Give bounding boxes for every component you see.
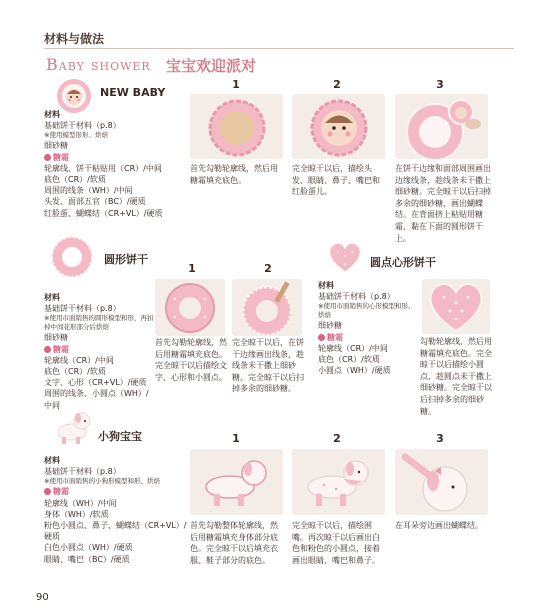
page-title-en: Baby shower <box>46 55 151 74</box>
project-name-heart-cookie: 圆点心形饼干 <box>370 256 436 269</box>
material-line: 小圆点（WH）/硬质 <box>318 366 391 376</box>
material-line: 底色（CR）/软质 <box>44 367 106 377</box>
material-line: 基础饼干材料（p.8） <box>318 292 395 302</box>
step-description: 首先勾勒轮廓线，然后用糖霜填充底色。 <box>190 164 278 185</box>
materials-puppy <box>44 455 192 565</box>
material-line: 轮廓线（CR）/中间 <box>44 355 114 365</box>
icing-heading: 糖霜 <box>53 152 69 162</box>
icing-heading: 糖霜 <box>53 487 69 497</box>
step-description: 勾勒轮廓线，然后用糖霜填充底色。完全晾干以后描绘小圆点，趁圆点未干撒上细砂糖。完全晾干以后扫掉多余的细砂糖。 <box>420 337 492 416</box>
step-photo <box>292 94 385 159</box>
material-line: 身体（WH）/软质 <box>44 509 109 519</box>
step-photo <box>155 279 225 336</box>
material-line: 基础饼干材料（p.8） <box>44 121 121 131</box>
step-photo <box>190 449 283 515</box>
material-line: 轮廓线（WH）/中间 <box>44 498 117 508</box>
project-name-puppy: 小狗宝宝 <box>98 430 142 443</box>
material-line: 粉色小圆点、鼻子、蝴蝶结（CR+VL）/ <box>44 521 187 531</box>
material-line: 头发、面部五官（BC）/硬质 <box>44 197 146 207</box>
page-number: 90 <box>36 592 49 603</box>
material-line: 基础饼干材料（p.8） <box>44 304 121 314</box>
material-line: 硬质 <box>44 532 60 542</box>
bullet-icon <box>44 346 51 353</box>
material-line: 基础饼干材料（p.8） <box>44 467 121 477</box>
step-photo <box>422 279 490 334</box>
material-line: 轮廓线（CR）/中间 <box>318 343 388 353</box>
material-line: 红脸蛋、蝴蝶结（CR+VL）/硬质 <box>44 208 163 218</box>
step-number: 1 <box>232 432 240 445</box>
material-line: 中间 <box>44 400 60 410</box>
material-line: 细砂糖 <box>318 321 342 331</box>
step-photo <box>395 449 488 515</box>
project-name-new-baby: NEW BABY <box>100 86 166 99</box>
step-description: 完全晾干以后，描绘头发、眼睛、鼻子、嘴巴和红脸蛋儿。 <box>292 164 380 197</box>
materials-heart-cookie <box>318 280 418 376</box>
materials-heading: 材料 <box>44 110 60 119</box>
section-divider <box>44 48 514 49</box>
material-note: ※使用市面销售的心形模型和形、烘焙 <box>318 302 415 320</box>
material-note: ※使用市面销售的圆形模型和形，再扣掉中间花形部分后烘焙 <box>44 314 154 332</box>
step-number: 1 <box>188 262 196 275</box>
step-photo <box>292 449 385 515</box>
step-description: 完全晾干以后，在饼干边缘画出线条，趁线条未干撒上细砂糖。完全晾干以后扫掉多余的细砂糖。 <box>232 338 304 394</box>
icing-heading: 糖霜 <box>327 332 343 342</box>
step-description: 首先勾勒整体轮廓线，然后用糖霜填充身体部分底色。完全晾干以后填充衣服、鞋子部分的底色。 <box>190 521 278 565</box>
step-description: 在耳朵旁边画出蝴蝶结。 <box>395 521 483 530</box>
material-line: 底色（CR）/软质 <box>318 355 380 365</box>
heart-cookie-icon <box>326 240 364 274</box>
bullet-icon <box>44 488 51 495</box>
materials-new-baby <box>44 109 184 219</box>
puppy-cookie-icon <box>52 408 94 446</box>
step-number: 1 <box>232 78 240 91</box>
round-cookie-icon <box>50 235 94 279</box>
material-line: 底色（CR）/软质 <box>44 175 106 185</box>
step-photo <box>395 94 488 159</box>
step-photo <box>232 279 302 336</box>
material-line: 眼睛、嘴巴（BC）/硬质 <box>44 554 130 564</box>
material-note: ※使用模型形形、烘焙 <box>44 131 108 140</box>
material-line: 周围的线条（WH）/中间 <box>44 186 133 196</box>
step-photo <box>190 94 283 159</box>
step-number: 3 <box>436 432 444 445</box>
step-number: 2 <box>333 432 341 445</box>
step-number: 3 <box>436 78 444 91</box>
step-description: 完全晾干以后，描绘围嘴。再次晾干以后画出白色和粉色的小圆点，接着画出眼睛、嘴巴和鼻子。 <box>292 521 380 565</box>
page-title-cn: 宝宝欢迎派对 <box>166 57 257 75</box>
material-line: 文字、心形（CR+VL）/硬质 <box>44 378 147 388</box>
materials-heading: 材料 <box>44 456 60 465</box>
bullet-icon <box>44 154 51 161</box>
material-line: 细砂糖 <box>44 333 68 343</box>
material-line: 周围的线条、小圆点（WH）/ <box>44 389 149 399</box>
project-name-round-cookie: 圆形饼干 <box>104 253 148 266</box>
material-line: 白色小圆点（WH）/硬质 <box>44 543 133 553</box>
materials-heading: 材料 <box>318 281 334 290</box>
materials-round-cookie <box>44 292 154 411</box>
material-note: ※使用市面销售的小狗形模型和形、烘焙 <box>44 477 160 486</box>
step-description: 首先勾勒轮廓线，然后用糖霜填充底色。完全晾干以后描绘文字、心形和小圆点。 <box>155 338 227 382</box>
step-number: 2 <box>264 262 272 275</box>
materials-heading: 材料 <box>44 293 60 302</box>
icing-heading: 糖霜 <box>53 344 69 354</box>
step-description: 在饼干边缘和面部周围画出边缘线条，趁线条未干撒上细砂糖。完全晾干以后扫掉多余的细砂糖，画出蝴蝶结。在背面挤上粘贴用糖霜，黏在下面的圆形饼干上。 <box>395 164 491 243</box>
bullet-icon <box>318 334 325 341</box>
material-line: 轮廓线、饼干粘贴用（CR）/中间 <box>44 163 162 173</box>
material-line: 细砂糖 <box>44 141 68 151</box>
section-label: 材料与做法 <box>44 32 105 46</box>
step-number: 2 <box>333 78 341 91</box>
